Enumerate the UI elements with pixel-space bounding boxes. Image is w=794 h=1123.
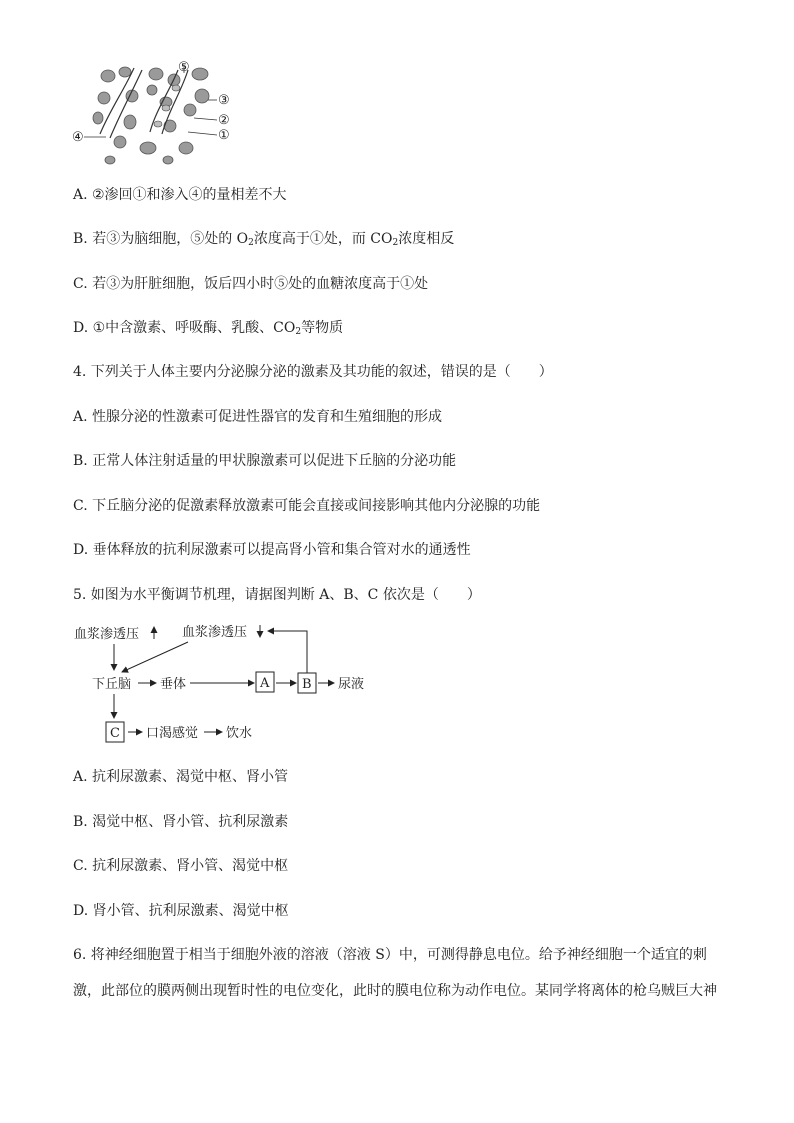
label-1: ①	[218, 128, 230, 143]
water-balance-diagram	[70, 618, 390, 752]
label-3: ③	[218, 93, 230, 108]
o2-subscript: 2	[248, 238, 254, 248]
q3-option-d-part2: 等物质	[301, 320, 344, 336]
q5-option-c: C. 抗利尿激素、肾小管、渴觉中枢	[73, 858, 289, 874]
q3-option-b-part3: 浓度相反	[398, 231, 455, 247]
q6-line-1: 6. 将神经细胞置于相当于细胞外液的溶液（溶液 S）中，可测得静息电位。给予神经细胞一个适宜的刺	[73, 947, 707, 963]
label-5: ⑤	[178, 60, 190, 75]
urine: 尿液	[338, 677, 365, 692]
plasma-osmotic-down: 血浆渗透压	[182, 625, 248, 640]
q3-option-d-part1: D. ①中含激素、呼吸酶、乳酸、CO	[73, 320, 296, 336]
q3-option-b-part1: B. 若③为脑细胞，⑤处的 O	[73, 231, 249, 247]
q5-stem: 5. 如图为水平衡调节机理，请据图判断 A、B、C 依次是（ ）	[73, 587, 481, 603]
drink-water: 饮水	[226, 726, 253, 741]
q3-option-b	[73, 230, 454, 248]
q3-option-d	[73, 319, 343, 337]
box-a-label: A	[260, 676, 270, 691]
co2-subscript: 2	[392, 238, 399, 248]
q6-line-2: 激，此部位的膜两侧出现暂时性的电位变化，此时的膜电位称为动作电位。某同学将离体的枪乌贼巨大神	[73, 983, 717, 999]
box-c-label: C	[110, 726, 120, 741]
thirst-sensation: 口渴感觉	[146, 726, 199, 741]
q5-option-d: D. 肾小管、抗利尿激素、渴觉中枢	[73, 903, 289, 919]
label-4: ④	[72, 130, 84, 145]
q4-option-c: C. 下丘脑分泌的促激素释放激素可能会直接或间接影响其他内分泌腺的功能	[73, 498, 541, 514]
co2-subscript: 2	[295, 327, 302, 337]
box-b-label: B	[302, 677, 312, 692]
hypothalamus: 下丘脑	[92, 677, 132, 692]
q4-option-d: D. 垂体释放的抗利尿激素可以提高肾小管和集合管对水的通透性	[73, 542, 471, 558]
q3-option-c: C. 若③为肝脏细胞，饭后四小时⑤处的血糖浓度高于①处	[73, 276, 429, 292]
q4-option-a: A. 性腺分泌的性激素可促进性器官的发育和生殖细胞的形成	[73, 409, 443, 425]
pituitary: 垂体	[160, 677, 187, 692]
q4-stem: 4. 下列关于人体主要内分泌腺分泌的激素及其功能的叙述，错误的是（ ）	[73, 364, 553, 380]
plasma-osmotic-up: 血浆渗透压	[74, 627, 140, 642]
q4-option-b: B. 正常人体注射适量的甲状腺激素可以促进下丘脑的分泌功能	[73, 453, 457, 469]
tissue-diagram	[70, 60, 240, 170]
q3-option-a: A. ②渗回①和渗入④的量相差不大	[73, 187, 287, 203]
q5-option-b: B. 渴觉中枢、肾小管、抗利尿激素	[73, 814, 289, 830]
q3-option-b-part2: 浓度高于①处，而 CO	[253, 231, 393, 247]
q5-option-a: A. 抗利尿激素、渴觉中枢、肾小管	[73, 769, 289, 785]
label-2: ②	[218, 113, 230, 128]
